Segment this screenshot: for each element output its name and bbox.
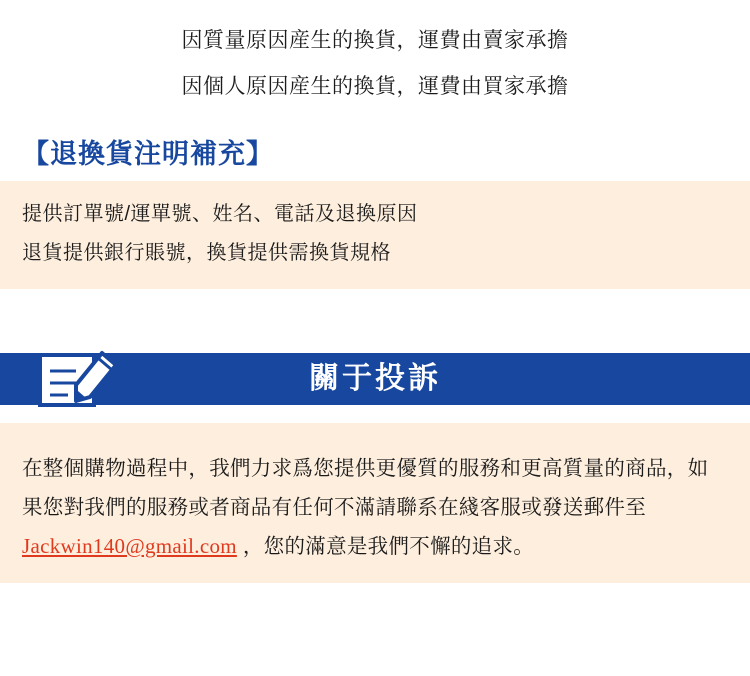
banner-title: 關于投訴 [309,362,441,395]
policy-line: 因質量原因産生的換貨，運費由賣家承擔 [181,29,569,52]
pencil-note-icon [36,341,120,409]
return-note-box [0,181,750,289]
top-policy-block [0,0,750,110]
return-note-line: 退貨提供銀行賬號，換貨提供需換貨規格 [22,242,391,264]
complaint-paragraph [22,449,728,566]
complaint-banner [0,341,750,409]
return-note-line: 提供訂單號/運單號、姓名、電話及退換原因 [22,203,418,225]
complaint-text-after: ，您的滿意是我們不懈的追求。 [236,535,535,558]
complaint-text-box [0,423,750,583]
policy-line: 因個人原因産生的換貨，運費由買家承擔 [181,75,569,98]
return-note-heading: 【退換貨注明補充】 [22,139,274,169]
complaint-text-before: 在整個購物過程中，我們力求爲您提供更優質的服務和更高質量的商品，如果您對我們的服務或者商品有任何不滿請聯系在綫客服或發送郵件至 [22,457,709,519]
support-email-link[interactable]: Jackwin140@gmail.com [22,534,237,558]
